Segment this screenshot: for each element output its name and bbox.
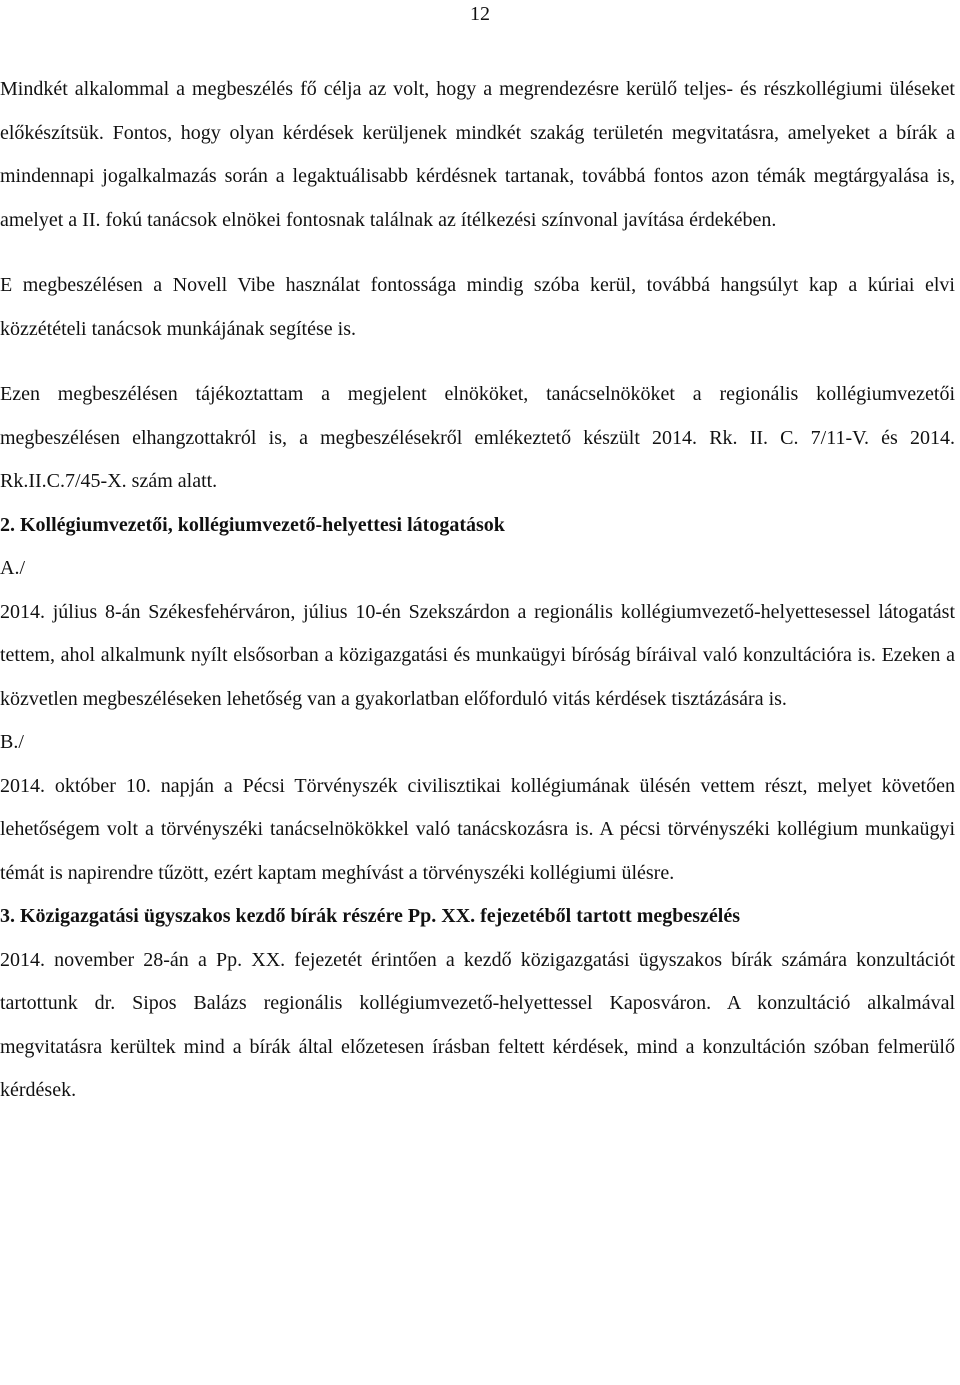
section-3-text: 2014. november 28-án a Pp. XX. fejezetét érintően a kezdő közigazgatási ügyszakos bírák számára konzultációt tartottunk dr. Sipos Balázs regionális kollégiumvezető-helyettessel Kaposváron. A konzultáció alkalmával megvitatásra kerültek mind a bírák által előzetesen írásban feltett kérdések, mind a konzultáción szóban felmerülő kérdések. bbox=[0, 948, 955, 1101]
section-2-heading: 2. Kollégiumvezetői, kollégiumvezető-helyettesi látogatások bbox=[0, 513, 505, 536]
subsection-b-text: 2014. október 10. napján a Pécsi Törvényszék civilisztikai kollégiumának ülésén vettem részt, melyet követően lehetőségem volt a törvényszéki tanácselnökökkel való tanácskozásra is. A pécsi törvényszéki kollégium munkaügyi témát is napirendre tűzött, ezért kaptam meghívást a törvényszéki kollégiumi ülésre. bbox=[0, 774, 955, 884]
paragraph-novell-vibe: E megbeszélésen a Novell Vibe használat fontossága mindig szóba kerül, továbbá hangsúlyt kap a kúriai elvi közzétételi tanácsok munkájának segítése is. bbox=[0, 274, 955, 340]
subsection-b-label: B./ bbox=[0, 731, 24, 753]
document-body bbox=[0, 68, 955, 1113]
page-number: 12 bbox=[470, 3, 490, 25]
section-3-heading: 3. Közigazgatási ügyszakos kezdő bírák részére Pp. XX. fejezetéből tartott megbeszélés bbox=[0, 905, 740, 927]
paragraph-meeting-goals: Mindkét alkalommal a megbeszélés fő célja az volt, hogy a megrendezésre kerülő teljes- és részkollégiumi üléseket előkészítsük. Fontos, hogy olyan kérdések kerüljenek mindkét szakág területén megvitatásra, amelyeket a bírák a mindennapi jogalkalmazás során a legaktuálisabb kérdésnek tartanak, továbbá fontos azon témák megtárgyalása is, amelyet a II. fokú tanácsok elnökei fontosnak találnak az ítélkezési színvonal javítása érdekében. bbox=[0, 78, 955, 231]
subsection-a-label: A./ bbox=[0, 557, 25, 579]
subsection-a-text: 2014. július 8-án Székesfehérváron, július 10-én Szekszárdon a regionális kollégiumvezető-helyettesessel látogatást tettem, ahol alkalmunk nyílt elsősorban a közigazgatási és munkaügyi bíróság bíráival való konzultációra is. Ezeken a közvetlen megbeszéléseken lehetőség van a gyakorlatban előforduló vitás kérdések tisztázására is. bbox=[0, 600, 955, 710]
paragraph-regional-meeting: Ezen megbeszélésen tájékoztattam a megjelent elnököket, tanácselnököket a regionális kollégiumvezetői megbeszélésen elhangzottakról is, a megbeszélésekről emlékeztető készült 2014. Rk. II. C. 7/11-V. és 2014. Rk.II.C.7/45-X. szám alatt. bbox=[0, 383, 955, 492]
